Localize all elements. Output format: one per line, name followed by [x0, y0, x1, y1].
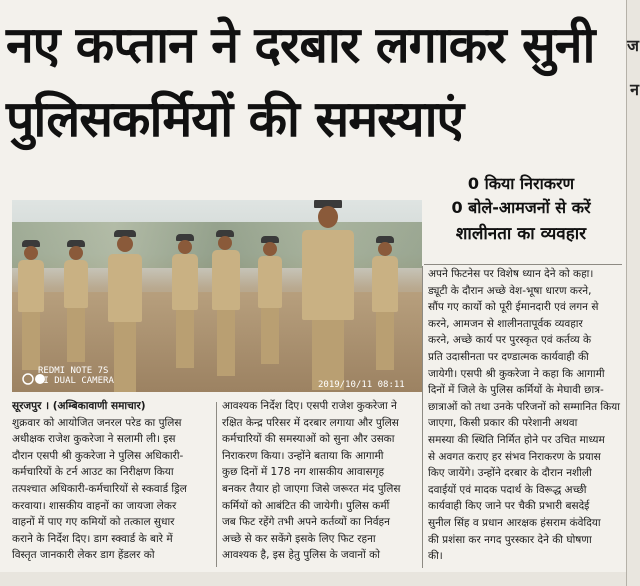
article-line: प्रति उदासीनता पर दण्डात्मक कार्यवाही की: [428, 350, 589, 363]
adjacent-article-edge: [626, 0, 640, 586]
subheadline-3: शालीनता का व्यवहार: [455, 224, 587, 244]
column-divider: [216, 402, 217, 567]
box-rule: [424, 264, 622, 265]
article-line: शुक्रवार को आयोजित जनरल परेड का पुलिस: [12, 416, 182, 429]
article-line: दवाईयों एवं मादक पदार्थ के विरूद्ध अच्छी: [428, 483, 587, 496]
article-line: बनकर तैयार हो जाएगा जिसे जरूरत मंद पुलिस: [222, 482, 401, 495]
article-line: सौंप गए कार्यो को पूरी ईमानदारी एवं लगन से: [428, 301, 599, 314]
edge-glyph: ज: [627, 36, 639, 55]
article-line: कुछ दिनों में 178 नग शासकीय आवासगृह: [222, 466, 385, 479]
subheadline-1: 0 किया निराकरण: [467, 174, 575, 193]
camera-type: AI DUAL CAMERA: [38, 376, 114, 386]
article-line: दिनों में जिले के पुलिस कर्मियों के मेघावी छात्र-: [428, 384, 604, 397]
article-line: वाहनों में पाए गए कमियों को तत्काल सुधार: [12, 516, 175, 529]
article-line: आवश्यक निर्देश दिए। एसपी राजेश कुकरेजा ने: [222, 400, 397, 412]
column-divider: [422, 266, 423, 568]
article-line: कराने के निर्देश दिए। डाग स्क्वार्ड के बारे में: [12, 532, 173, 545]
edge-glyph: न: [630, 80, 639, 99]
article-line: करने, आमजन से शालीनतापूर्वक व्यवहार: [428, 317, 583, 330]
article-line: जब फिट रहेंगे तभी अपने कर्तव्यों का निर्वहन: [222, 516, 390, 529]
article-line: छात्राओं को तथा उनके परिजनों को सम्मानित किया: [428, 400, 620, 413]
photo-timestamp: 2019/10/11 08:11: [318, 380, 405, 390]
article-line: समस्या की स्थिति निर्मित होने पर उचित माध्यम: [428, 433, 605, 446]
article-column-1: [12, 398, 212, 564]
next-article-fragment: [0, 572, 626, 586]
parade-photo: [12, 200, 422, 392]
article-line: करवाया। शासकीय वाहनों का जायजा लेकर: [12, 499, 177, 512]
article-line: अपने फिटनेस पर विशेष ध्यान देने को कहा।: [428, 268, 594, 280]
article-line: जायेगी। एसपी श्री कुकरेजा ने कहा कि आगामी: [428, 367, 605, 380]
article-line: सुनील सिंह व प्रधान आरक्षक हंसराम कंवेदिया: [428, 516, 601, 529]
article-line: विस्तृत जानकारी लेकर डाग हेंडलर को: [12, 549, 155, 562]
article-line: से अवगत कराए हर संभव निराकरण के प्रयास: [428, 450, 601, 463]
article-line: अधीक्षक राजेश कुकरेजा ने सलामी ली। इस: [12, 433, 176, 446]
camera-model: REDMI NOTE 7S: [38, 366, 109, 376]
article-line: की प्रशंसा कर नगद पुरस्कार देने की घोषणा: [428, 533, 592, 546]
article-line: ड्यूटी के दौरान अच्छे वेश-भूषा धारण करने,: [428, 284, 592, 297]
subheadline-2: 0 बोले-आमजनों से करें: [451, 198, 591, 217]
article-line: कर्मियों को आबंटित की जायेगी। पुलिस कर्मी: [222, 499, 390, 512]
article-line: की।: [428, 550, 443, 563]
article-line: रक्षित केन्द्र परिसर में दरबार लगाया और पुलिस: [222, 416, 399, 429]
article-line: कार्यवाही किए जाने पर चैकी प्रभारी बसदेई: [428, 500, 590, 513]
headline-line-1: नए कप्तान ने दरबार लगाकर सुनी: [6, 16, 595, 74]
article-line: कर्मचारियों की समस्याओं को सुना और उसका: [222, 433, 395, 446]
article-line: कर्मचारियों के टर्न आउट का निरीक्षण किया: [12, 466, 174, 479]
article-line: अच्छे से कर सकेंगे इसके लिए फिट रहना: [222, 532, 376, 545]
headline-line-2: पुलिसकर्मियों की समस्याएं: [6, 90, 464, 148]
article-line: किए जायेंगे। उन्होंने दरबार के दौरान नशीली: [428, 467, 592, 480]
article-line: जाएगा, किसी प्रकार की परेशानी अथवा: [428, 417, 578, 430]
article-column-3: [428, 266, 622, 565]
article-line: दौरान एसपी श्री कुकरेजा ने पुलिस अधिकारी-: [12, 449, 184, 462]
dateline: सूरजपुर । (अम्बिकावाणी समाचार): [12, 400, 146, 412]
article-line: करने, अच्छे कार्य पर पुरस्कृत एवं कर्तव्य के: [428, 334, 592, 347]
camera-watermark: [38, 366, 114, 386]
article-line: निराकरण किया। उन्होंने बताया कि आगामी: [222, 449, 384, 462]
article-line: आवश्यक है, इस हेतु पुलिस के जवानों को: [222, 549, 380, 562]
subheadline-box: [432, 172, 610, 262]
article-line: तत्पश्चात अधिकारी-कर्मचारियों से स्कवार्ड ड्रिल: [12, 482, 187, 495]
article-column-2: [222, 398, 420, 564]
